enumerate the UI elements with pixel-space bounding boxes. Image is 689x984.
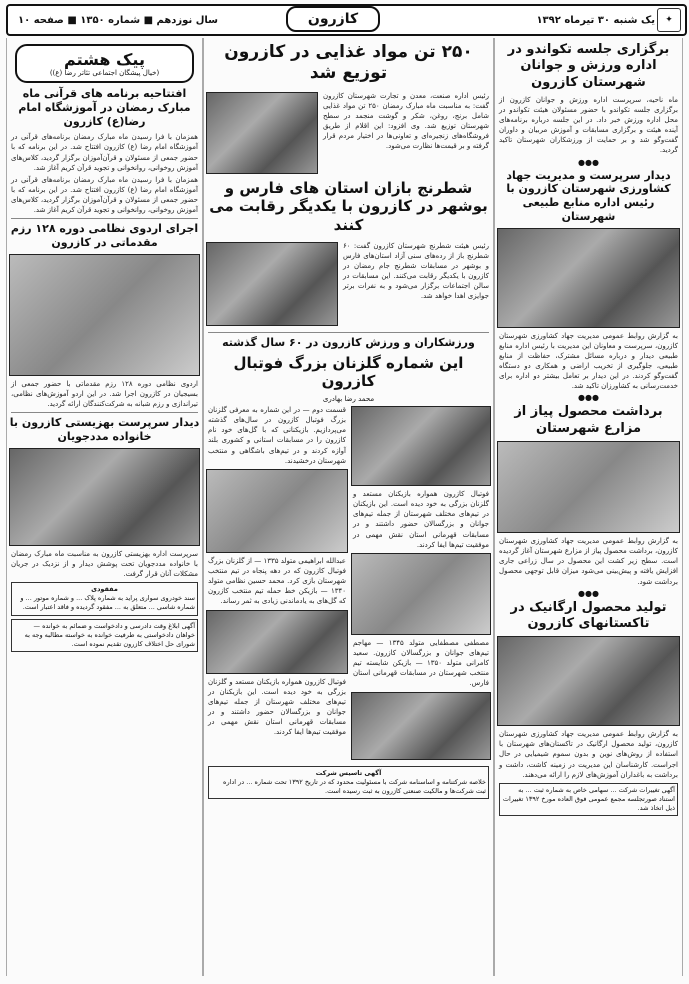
article-body: عبدالله ابراهیمی متولد ۱۳۳۵ — از گلزنان بزرگ فوتبال کازرون که در دهه پنجاه در تیم منتخب شهرستان بازی کرد. محمد حسین نظامی متولد ۱۳۴۰ — بازیکن خط حمله تیم منتخب کازرون که گل‌های به یادماندنی زیادی به ثمر رساند. bbox=[208, 556, 346, 606]
article-kicker: ورزشکاران و ورزش کازرون در ۶۰ سال گذشته bbox=[222, 335, 475, 349]
player-portrait-photo bbox=[351, 692, 491, 760]
article-body: سرپرست اداره بهزیستی کازرون به مناسبت ماه مبارک رمضان با خانواده مددجویان تحت پوشش دیدار و از نزدیک در جریان مشکلات آنان قرار گرفت. bbox=[11, 549, 198, 579]
vineyard-photo bbox=[497, 636, 680, 726]
article-headline: دیدار سرپرست بهزیستی کازرون با خانواده مددجویان bbox=[9, 416, 200, 444]
article-body: همزمان با فرا رسیدن ماه مبارک رمضان برنامه‌های قرآنی در آموزشگاه امام رضا (ع) کازرون افتتاح شد. در این برنامه که با حضور جمعی از مسئولان و قرآن‌آموزان برگزار گردید، کلاس‌های آموزش روخوانی، روانخوانی و تجوید قرآن کریم آغاز شد. bbox=[11, 175, 198, 215]
article-body: مصطفی مصطفایی متولد ۱۳۴۵ — مهاجم تیم‌های جوانان و بزرگسالان کازرون. سعید کامرانی متولد ۱۳۵۰ — بازیکن شایسته تیم منتخب شهرستان در مسابقات قهرمانی استان فارس. bbox=[353, 638, 490, 688]
article-body: رئیس اداره صنعت، معدن و تجارت شهرستان کازرون گفت: به مناسبت ماه مبارک رمضان ۲۵۰ تن مواد غذایی شامل برنج، روغن، شکر و گوشت منجمد در سطح شهرستان توزیع شد. وی افزود: این اقلام از طریق فروشگاه‌های زنجیره‌ای و تعاونی‌ها در اختیار مردم قرار گرفته و بر قیمت‌ها نظارت می‌شود. bbox=[323, 91, 489, 151]
article-headline: شطرنج بازان استان های فارس و بوشهر در کازرون با یکدیگر رقابت می کنند bbox=[209, 178, 488, 234]
divider-ornament: ●●● bbox=[578, 157, 599, 167]
player-portrait-photo bbox=[206, 610, 348, 674]
divider-ornament: ●●● bbox=[578, 588, 599, 598]
article-headline: برداشت محصول پیاز از مزارع شهرستان bbox=[514, 404, 663, 436]
article-headline: افتتاحیه برنامه های قرآنی ماه مبارک رمضان در آموزشگاه امام رضا(ع) کازرون bbox=[18, 87, 191, 128]
article-body: ماه ناحیه، سرپرست اداره ورزش و جوانان کازرون از برگزاری جلسه تکواندو با حضور مسئولان هیئت تکواندو در محل اداره ورزش خبر داد. در این جلسه درباره برنامه‌های آینده هیئت و برگزاری مسابقات و آموزش مربیان و داوران گفت‌وگو شد و بر حمایت از ورزشکاران شهرستان تاکید گردید. bbox=[499, 95, 678, 155]
article-body: به گزارش روابط عمومی مدیریت جهاد کشاورزی شهرستان کازرون، برداشت محصول پیاز از مزارع شهرستان آغاز گردیده است. سطح زیر کشت این محصول در سال زراعی جاری افزایش یافته و پیش‌بینی می‌شود میزان قابل توجهی محصول برداشت شود. bbox=[499, 536, 678, 586]
article-headline: این شماره گلزنان بزرگ فوتبال کازرون bbox=[233, 353, 464, 391]
article-body: اردوی نظامی دوره ۱۲۸ رزم مقدماتی با حضور جمعی از بسیجیان در کازرون اجرا شد. در این اردو آموزش‌های نظامی، تیراندازی و رزم شبانه به شرکت‌کنندگان ارائه گردید. bbox=[11, 379, 198, 409]
issue-date: یک شنبه ۳۰ تیرماه ۱۳۹۲ bbox=[536, 14, 655, 26]
article-body: قسمت دوم — در این شماره به معرفی گلزنان بزرگ فوتبال کازرون در سال‌های گذشته می‌پردازیم. بازیکنانی که با گل‌های خود نام کازرون را در مسابقات استانی و کشوری بلند آوازه کردند و در تیم‌های باشگاهی و منتخب شهرستان درخشیدند. bbox=[208, 406, 346, 465]
meeting-photo bbox=[497, 228, 680, 328]
article-body: رئیس هیئت شطرنج شهرستان کازرون گفت: ۶۰ شطرنج باز از رده‌های سنی آزاد استان‌های فارس و بوشهر در مسابقات شطرنج جام رمضان در کازرون با یکدیگر رقابت می‌کنند. این مسابقات در سالن اجتماعات برگزار می‌شود و به نفرات برتر جوایزی اهدا خواهد شد. bbox=[343, 241, 489, 301]
article-headline: اجرای اردوی نظامی دوره ۱۲۸ رزم مقدماتی در کازرون bbox=[10, 222, 199, 250]
chess-tournament-photo bbox=[206, 242, 338, 326]
article-body: فوتبال کازرون همواره بازیکنان مستعد و گلزنان بزرگی به خود دیده است. این بازیکنان در تیم‌های مختلف شهرستان از جمله تیم‌های جوانان و بزرگسالان حضور داشتند و در مسابقات قهرمانی استان نقش مهمی در موفقیت تیم‌ها ایفا کردند. bbox=[208, 677, 346, 737]
divider-line bbox=[11, 412, 198, 413]
notice-body: سند خودروی سواری پراید به شماره پلاک ... و شماره موتور ... و شماره شاسی ... متعلق به ... مفقود گردیده و فاقد اعتبار است. bbox=[20, 594, 195, 612]
family-visit-photo bbox=[9, 448, 200, 546]
article-headline: ۲۵۰ تن مواد غذایی در کازرون توزیع شد bbox=[224, 42, 473, 84]
article-headline: تولید محصول ارگانیک در تاکستانهای کازرون bbox=[510, 599, 667, 631]
divider-line bbox=[208, 332, 489, 333]
player-portrait-photo bbox=[351, 406, 491, 486]
notice-title: مفقودی bbox=[91, 585, 118, 594]
box-title: پیک هشتم bbox=[64, 50, 145, 69]
byline: محمد رضا بهادری bbox=[322, 395, 375, 403]
box-subtitle: (خیال پیشگان اجتماعی تئاتر رضا (ع)) bbox=[49, 69, 160, 77]
football-match-photo bbox=[206, 469, 348, 553]
divider-ornament: ●●● bbox=[578, 393, 599, 403]
right-column bbox=[494, 38, 683, 976]
ad-body: خلاصه شرکتنامه و اساسنامه شرکت با مسئولیت محدود که در تاریخ ۱۳۹۲ تحت شماره ... در اداره ثبت شرکت‌ها و مالکیت صنعتی کازرون به ثبت رسیده است. bbox=[223, 777, 486, 795]
left-column bbox=[6, 38, 203, 976]
military-camp-photo bbox=[9, 254, 200, 376]
article-headline: دیدار سرپرست و مدیریت جهاد کشاورزی شهرستان کازرون با رئیس اداره منابع طبیعی شهرستان bbox=[506, 168, 671, 223]
middle-column bbox=[203, 38, 494, 976]
court-notice: آگهی ابلاغ وقت دادرسی و دادخواست و ضمائم به خوانده — خواهان دادخواستی به طرفیت خوانده به خواسته مطالبه وجه به شورای حل اختلاف کازرون تقدیم نموده است. bbox=[11, 619, 198, 652]
lost-document-notice bbox=[11, 582, 198, 615]
special-box bbox=[15, 44, 194, 83]
article-body: به گزارش روابط عمومی مدیریت جهاد کشاورزی شهرستان کازرون، تولید محصول ارگانیک در تاکستان‌های شهرستان با استفاده از روش‌های نوین و بدون سموم شیمیایی در حال اجراست. کارشناسان این مدیریت در زمینه کاشت، داشت و برداشت به باغداران آموزش‌های لازم را ارائه می‌دهند. bbox=[499, 730, 678, 779]
divider-line bbox=[11, 218, 198, 219]
article-headline: برگزاری جلسه تکواندو در اداره ورزش و جوانان شهرستان کازرون bbox=[507, 42, 670, 90]
section-title: کازرون bbox=[286, 6, 380, 32]
onion-field-photo bbox=[497, 441, 680, 533]
company-ad bbox=[208, 766, 489, 799]
issue-number: سال نوزدهم ■ شماره ۱۳۵۰ ■ صفحه ۱۰ bbox=[18, 14, 218, 26]
article-body: به گزارش روابط عمومی مدیریت جهاد کشاورزی شهرستان کازرون، سرپرست و معاونان این مدیریت با رئیس اداره منابع طبیعی دیدار و درباره مسائل مشترک، حفاظت از منابع طبیعی، جلوگیری از تخریب اراضی و همکاری دو دستگاه گفت‌وگو کردند. در این دیدار بر تعامل بیشتر دو اداره برای خدمت‌رسانی به کشاورزان تاکید شد. bbox=[499, 331, 678, 391]
team-photo bbox=[351, 553, 491, 635]
article-body: همزمان با فرا رسیدن ماه مبارک رمضان برنامه‌های قرآنی در آموزشگاه امام رضا (ع) کازرون افتتاح شد. در این برنامه که با حضور جمعی از مسئولان و قرآن‌آموزان برگزار گردید، کلاس‌های آموزش روخوانی، روانخوانی و تجوید قرآن کریم آغاز شد. bbox=[11, 133, 198, 172]
article-body: فوتبال کازرون همواره بازیکنان مستعد و گلزنان بزرگی به خود دیده است. این بازیکنان در تیم‌های مختلف شهرستان از جمله تیم‌های جوانان و بزرگسالان حضور داشتند و در مسابقات قهرمانی استان نقش مهمی در موفقیت تیم‌ها ایفا کردند. bbox=[353, 490, 489, 549]
newspaper-logo-icon: ✦ bbox=[657, 8, 681, 32]
ad-title: آگهی تاسیس شرکت bbox=[315, 768, 382, 777]
food-distribution-photo bbox=[206, 92, 318, 174]
legal-notice: آگهی تغییرات شرکت ... سهامی خاص به شماره ثبت ... به استناد صورتجلسه مجمع عمومی فوق العاده مورخ ۱۳۹۲ تغییرات ذیل اتخاذ شد. bbox=[499, 783, 678, 816]
